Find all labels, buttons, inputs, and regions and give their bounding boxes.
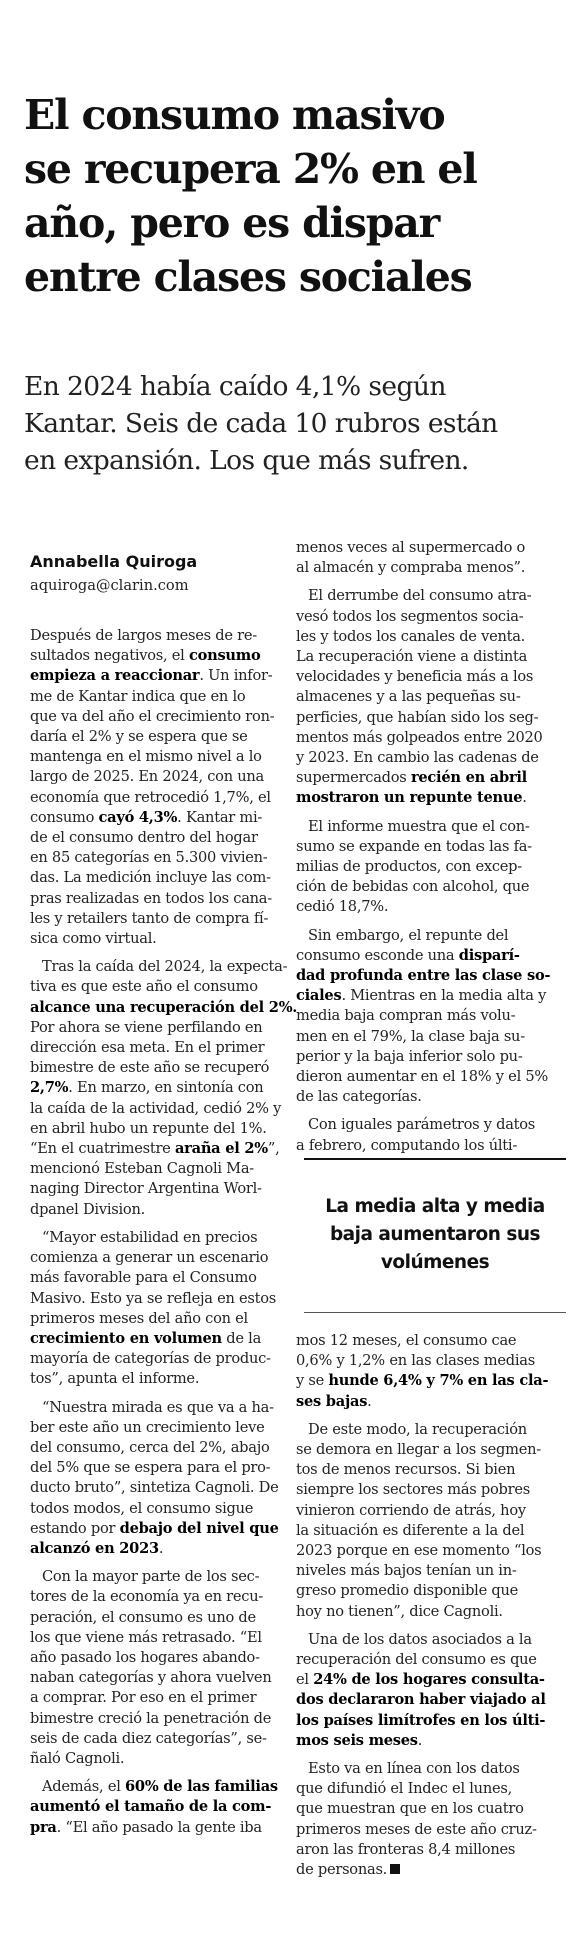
body-text-line: les y retailers tanto de compra fí- xyxy=(30,909,269,927)
body-text-line: en abril hubo un repunte del 1%. xyxy=(30,1119,267,1137)
body-text-line: al almacén y compraba menos”. xyxy=(296,559,526,577)
body-text-line: en 85 categorías en 5.300 vivien- xyxy=(30,849,268,867)
subheadline-line: Kantar. Seis de cada 10 rubros están xyxy=(24,408,498,439)
body-text-line: Por ahora se viene perfilando en xyxy=(30,1018,263,1036)
body-text-line: alcanzó en 2023. xyxy=(30,1539,164,1557)
body-text-line: dpanel Division. xyxy=(30,1200,145,1218)
body-text-line: sumo se expande en todas las fa- xyxy=(296,837,532,855)
body-text-line: la situación es diferente a la del xyxy=(296,1521,525,1539)
body-text-line: tos de menos recursos. Si bien xyxy=(296,1461,516,1479)
body-text-line: bimestre de este año se recuperó xyxy=(30,1059,270,1077)
body-text-line: primeros meses de este año cruz- xyxy=(296,1820,537,1838)
body-text-line: mos 12 meses, el consumo cae xyxy=(296,1332,517,1349)
body-text-line: del consumo, cerca del 2%, abajo xyxy=(30,1438,270,1456)
body-text-line: Con la mayor parte de los sec- xyxy=(42,1568,260,1586)
paragraph-gap xyxy=(30,1390,290,1398)
body-text-line: pra. “El año pasado la gente iba xyxy=(30,1818,262,1836)
emphasis-text: consumo xyxy=(188,647,261,665)
body-text-line: “Mayor estabilidad en precios xyxy=(42,1228,258,1246)
emphasis-text: cayó 4,3% xyxy=(98,808,178,826)
body-text-line: seis de cada diez categorías”, se- xyxy=(30,1729,267,1747)
body-text-line: consumo cayó 4,3%. Kantar mi- xyxy=(30,808,263,826)
body-text-line: Sin embargo, el repunte del xyxy=(308,926,509,944)
emphasis-text: los países limítrofes en los últi- xyxy=(296,1711,546,1729)
body-text-line: perior y la baja inferior solo pu- xyxy=(296,1047,523,1065)
body-text-line: media baja compran más volu- xyxy=(296,1007,516,1025)
body-text-line: ción de bebidas con alcohol, que xyxy=(296,878,530,896)
body-text-line: me de Kantar indica que en lo xyxy=(30,687,246,705)
body-text-line: primeros meses del año con el xyxy=(30,1309,248,1327)
body-text-line: almacenes y a las pequeñas su- xyxy=(296,688,521,706)
body-text-line: sica como virtual. xyxy=(30,930,157,948)
emphasis-text: mostraron un repunte tenue xyxy=(296,789,523,807)
body-text-line: ber este año un crecimiento leve xyxy=(30,1418,265,1436)
pull-quote-line: volúmenes xyxy=(380,1252,490,1273)
body-text-line: a comprar. Por eso en el primer xyxy=(30,1689,257,1707)
body-text-line: Con iguales parámetros y datos xyxy=(308,1116,536,1134)
body-text-line: vesó todos los segmentos socia- xyxy=(296,607,524,625)
emphasis-text: alcanzó en 2023 xyxy=(30,1539,159,1557)
body-text-line: todos modos, el consumo sigue xyxy=(30,1499,254,1517)
body-text-line: pras realizadas en todos los cana- xyxy=(30,889,272,907)
body-text-line: los que viene más retrasado. “El xyxy=(30,1628,262,1646)
body-text-line: dieron aumentar en el 18% y el 5% xyxy=(296,1068,549,1086)
body-text-line xyxy=(296,1711,556,1731)
body-text-line: bimestre creció la penetración de xyxy=(30,1709,272,1727)
body-text-line: mos seis meses. xyxy=(296,1731,423,1749)
emphasis-text: 24% de los hogares consulta- xyxy=(313,1671,545,1689)
body-text-line: siempre los sectores más pobres xyxy=(296,1481,530,1499)
body-text-line: comienza a generar un escenario xyxy=(30,1249,269,1267)
body-text-line: se demora en llegar a los segmen- xyxy=(296,1441,541,1459)
body-text-line: más favorable para el Consumo xyxy=(30,1269,257,1287)
subheadline xyxy=(24,368,572,479)
body-text-line: mencionó Esteban Cagnoli Ma- xyxy=(30,1160,254,1178)
body-text-line: supermercados recién en abril xyxy=(296,769,527,787)
body-text-line: crecimiento en volumen de la xyxy=(30,1329,262,1347)
body-text-line: Tras la caída del 2024, la expecta- xyxy=(42,958,288,976)
author-name: Annabella Quiroga xyxy=(30,552,198,571)
paragraph-gap xyxy=(296,918,556,926)
paragraph-gap xyxy=(30,1559,290,1567)
body-text-line: Una de los datos asociados a la xyxy=(308,1630,532,1648)
body-text-line: Masivo. Esto ya se refleja en estos xyxy=(30,1289,277,1307)
body-text-line: daría el 2% y se espera que se xyxy=(30,728,248,746)
body-text-line: Además, el 60% de las familias xyxy=(42,1778,278,1796)
body-text-line: ducto bruto”, sintetiza Cagnoli. De xyxy=(30,1479,279,1497)
body-text-line: De este modo, la recuperación xyxy=(308,1420,527,1438)
body-text-line: la caída de la actividad, cedió 2% y xyxy=(30,1099,282,1117)
body-text-line: ciales. Mientras en la media alta y xyxy=(296,987,547,1005)
emphasis-text: hunde 6,4% y 7% en las cla- xyxy=(328,1372,549,1390)
paragraph-gap xyxy=(296,1107,556,1115)
body-text-line: men en el 79%, la clase baja su- xyxy=(296,1027,525,1045)
body-text-line: cedió 18,7%. xyxy=(296,898,389,916)
body-text-line: El derrumbe del consumo atra- xyxy=(308,587,532,605)
callout-rule-top xyxy=(304,1158,566,1160)
paragraph-gap xyxy=(296,809,556,817)
emphasis-text: aumentó el tamaño de la com- xyxy=(30,1798,272,1816)
headline-line: El consumo masivo xyxy=(24,91,445,139)
body-text-line: que muestran que en los cuatro xyxy=(296,1800,524,1818)
emphasis-text: empieza a reaccionar xyxy=(30,667,200,685)
emphasis-text: ses bajas xyxy=(296,1392,368,1410)
body-text-line: peración, el consumo es uno de xyxy=(30,1608,256,1626)
callout-rule-bottom xyxy=(304,1312,566,1313)
body-column-right-bottom xyxy=(296,1331,556,1880)
end-of-article-mark xyxy=(390,1864,400,1874)
body-text-line: Después de largos meses de re- xyxy=(30,627,257,644)
body-text-line: a febrero, computando los últi- xyxy=(296,1136,518,1154)
body-text-line xyxy=(30,1797,290,1817)
emphasis-text: ciales xyxy=(296,987,342,1005)
body-text-line: naging Director Argentina Worl- xyxy=(30,1180,262,1198)
subheadline-line: En 2024 había caído 4,1% según xyxy=(24,371,446,402)
paragraph-gap xyxy=(296,578,556,586)
body-text-line: del 5% que se espera para el pro- xyxy=(30,1459,271,1477)
body-text-line xyxy=(296,1690,556,1710)
body-text-line: de personas. xyxy=(296,1860,556,1880)
body-text-line: aron las fronteras 8,4 millones xyxy=(296,1840,516,1858)
body-text-line: hoy no tienen”, dice Cagnoli. xyxy=(296,1602,503,1620)
emphasis-text: dos declararon haber viajado al xyxy=(296,1691,546,1709)
body-text-line: mantenga en el mismo nivel a lo xyxy=(30,748,262,766)
emphasis-text: debajo del nivel que xyxy=(119,1519,279,1537)
pull-quote xyxy=(304,1193,566,1277)
body-text-line xyxy=(296,966,556,986)
body-text-line: largo de 2025. En 2024, con una xyxy=(30,768,265,786)
body-text-line: naban categorías y ahora vuelven xyxy=(30,1669,272,1687)
body-text-line: economía que retrocedió 1,7%, el xyxy=(30,788,271,806)
body-text-line: Esto va en línea con los datos xyxy=(308,1760,520,1778)
body-text-line: que difundió el Indec el lunes, xyxy=(296,1780,512,1798)
body-text-line: y 2023. En cambio las cadenas de xyxy=(296,749,539,767)
body-text-line: dirección esa meta. En el primer xyxy=(30,1039,265,1057)
body-text-line: velocidades y beneficia más a los xyxy=(296,668,534,686)
emphasis-text: pra xyxy=(30,1818,57,1836)
body-text-line: tos”, apunta el informe. xyxy=(30,1370,200,1388)
emphasis-text: dad profunda entre las clase so- xyxy=(296,967,551,985)
body-text-line: vinieron corriendo de atrás, hoy xyxy=(296,1501,526,1519)
author-email: aquiroga@clarin.com xyxy=(30,577,189,594)
emphasis-text: mos seis meses xyxy=(296,1731,418,1749)
headline-line: entre clases sociales xyxy=(24,253,472,301)
body-text-line: ñaló Cagnoli. xyxy=(30,1749,125,1767)
body-text-line: mostraron un repunte tenue. xyxy=(296,789,527,807)
body-text-line: 2,7%. En marzo, en sintonía con xyxy=(30,1079,264,1097)
emphasis-text: araña el 2% xyxy=(174,1140,268,1158)
body-text-line: El informe muestra que el con- xyxy=(308,817,530,835)
body-text-line: niveles más bajos tenían un in- xyxy=(296,1562,517,1580)
body-text-line: sultados negativos, el consumo xyxy=(30,647,261,665)
body-text-line: el 24% de los hogares consulta- xyxy=(296,1671,545,1689)
body-text-line: empieza a reaccionar. Un infor- xyxy=(30,667,273,685)
body-text-line: les y todos los canales de venta. xyxy=(296,627,526,645)
body-text-line: que va del año el crecimiento ron- xyxy=(30,707,275,725)
pull-quote-line: La media alta y media xyxy=(325,1196,545,1217)
emphasis-text: recién en abril xyxy=(410,769,527,787)
body-text-line: de las categorías. xyxy=(296,1088,422,1106)
emphasis-text: 60% de las familias xyxy=(125,1778,278,1796)
emphasis-text: crecimiento en volumen xyxy=(30,1329,222,1347)
body-text-line: recuperación del consumo es que xyxy=(296,1651,537,1669)
paragraph-gap xyxy=(30,1769,290,1777)
paragraph-gap xyxy=(296,1751,556,1759)
emphasis-text: disparí- xyxy=(458,946,520,964)
body-column-right-top xyxy=(296,538,556,1156)
body-text-line: perficies, que habían sido los seg- xyxy=(296,708,539,726)
body-text-line: tiva es que este año el consumo xyxy=(30,978,258,996)
body-text-line xyxy=(30,998,298,1018)
body-text-line: mayoría de categorías de produc- xyxy=(30,1350,271,1368)
body-text-line: de el consumo dentro del hogar xyxy=(30,829,258,847)
body-column-left xyxy=(30,626,298,1838)
headline-line: se recupera 2% en el xyxy=(24,145,477,193)
body-text-line: milias de productos, con excep- xyxy=(296,858,522,876)
body-text-line: “Nuestra mirada es que va a ha- xyxy=(42,1398,274,1416)
subheadline-line: en expansión. Los que más sufren. xyxy=(24,445,469,476)
body-text-line: greso promedio disponible que xyxy=(296,1582,518,1600)
body-text-line: estando por debajo del nivel que xyxy=(30,1519,279,1537)
headline-line: año, pero es dispar xyxy=(24,199,440,247)
body-text-line: menos veces al supermercado o xyxy=(296,539,526,556)
body-text-line: tores de la economía ya en recu- xyxy=(30,1588,264,1606)
body-text-line: La recuperación viene a distinta xyxy=(296,648,528,666)
emphasis-text: alcance una recuperación del 2%. xyxy=(30,998,298,1016)
body-text-line: ses bajas. xyxy=(296,1392,372,1410)
body-text-line: 2023 porque en ese momento “los xyxy=(296,1542,542,1560)
body-text-line: 0,6% y 1,2% en las clases medias xyxy=(296,1352,535,1370)
emphasis-text: 2,7% xyxy=(30,1079,69,1097)
paragraph-gap xyxy=(296,1412,556,1420)
body-text-line: año pasado los hogares abando- xyxy=(30,1648,260,1666)
body-text-line: das. La medición incluye las com- xyxy=(30,869,271,887)
headline xyxy=(24,88,572,304)
paragraph-gap xyxy=(30,1220,290,1228)
paragraph-gap xyxy=(296,1622,556,1630)
pull-quote-line: baja aumentaron sus xyxy=(329,1224,541,1245)
body-text-line: y se hunde 6,4% y 7% en las cla- xyxy=(296,1372,549,1390)
body-text-line: mentos más golpeados entre 2020 xyxy=(296,728,543,746)
body-text-line: consumo esconde una disparí- xyxy=(296,946,520,964)
paragraph-gap xyxy=(30,949,290,957)
body-text-line: “En el cuatrimestre araña el 2%”, xyxy=(30,1140,280,1158)
